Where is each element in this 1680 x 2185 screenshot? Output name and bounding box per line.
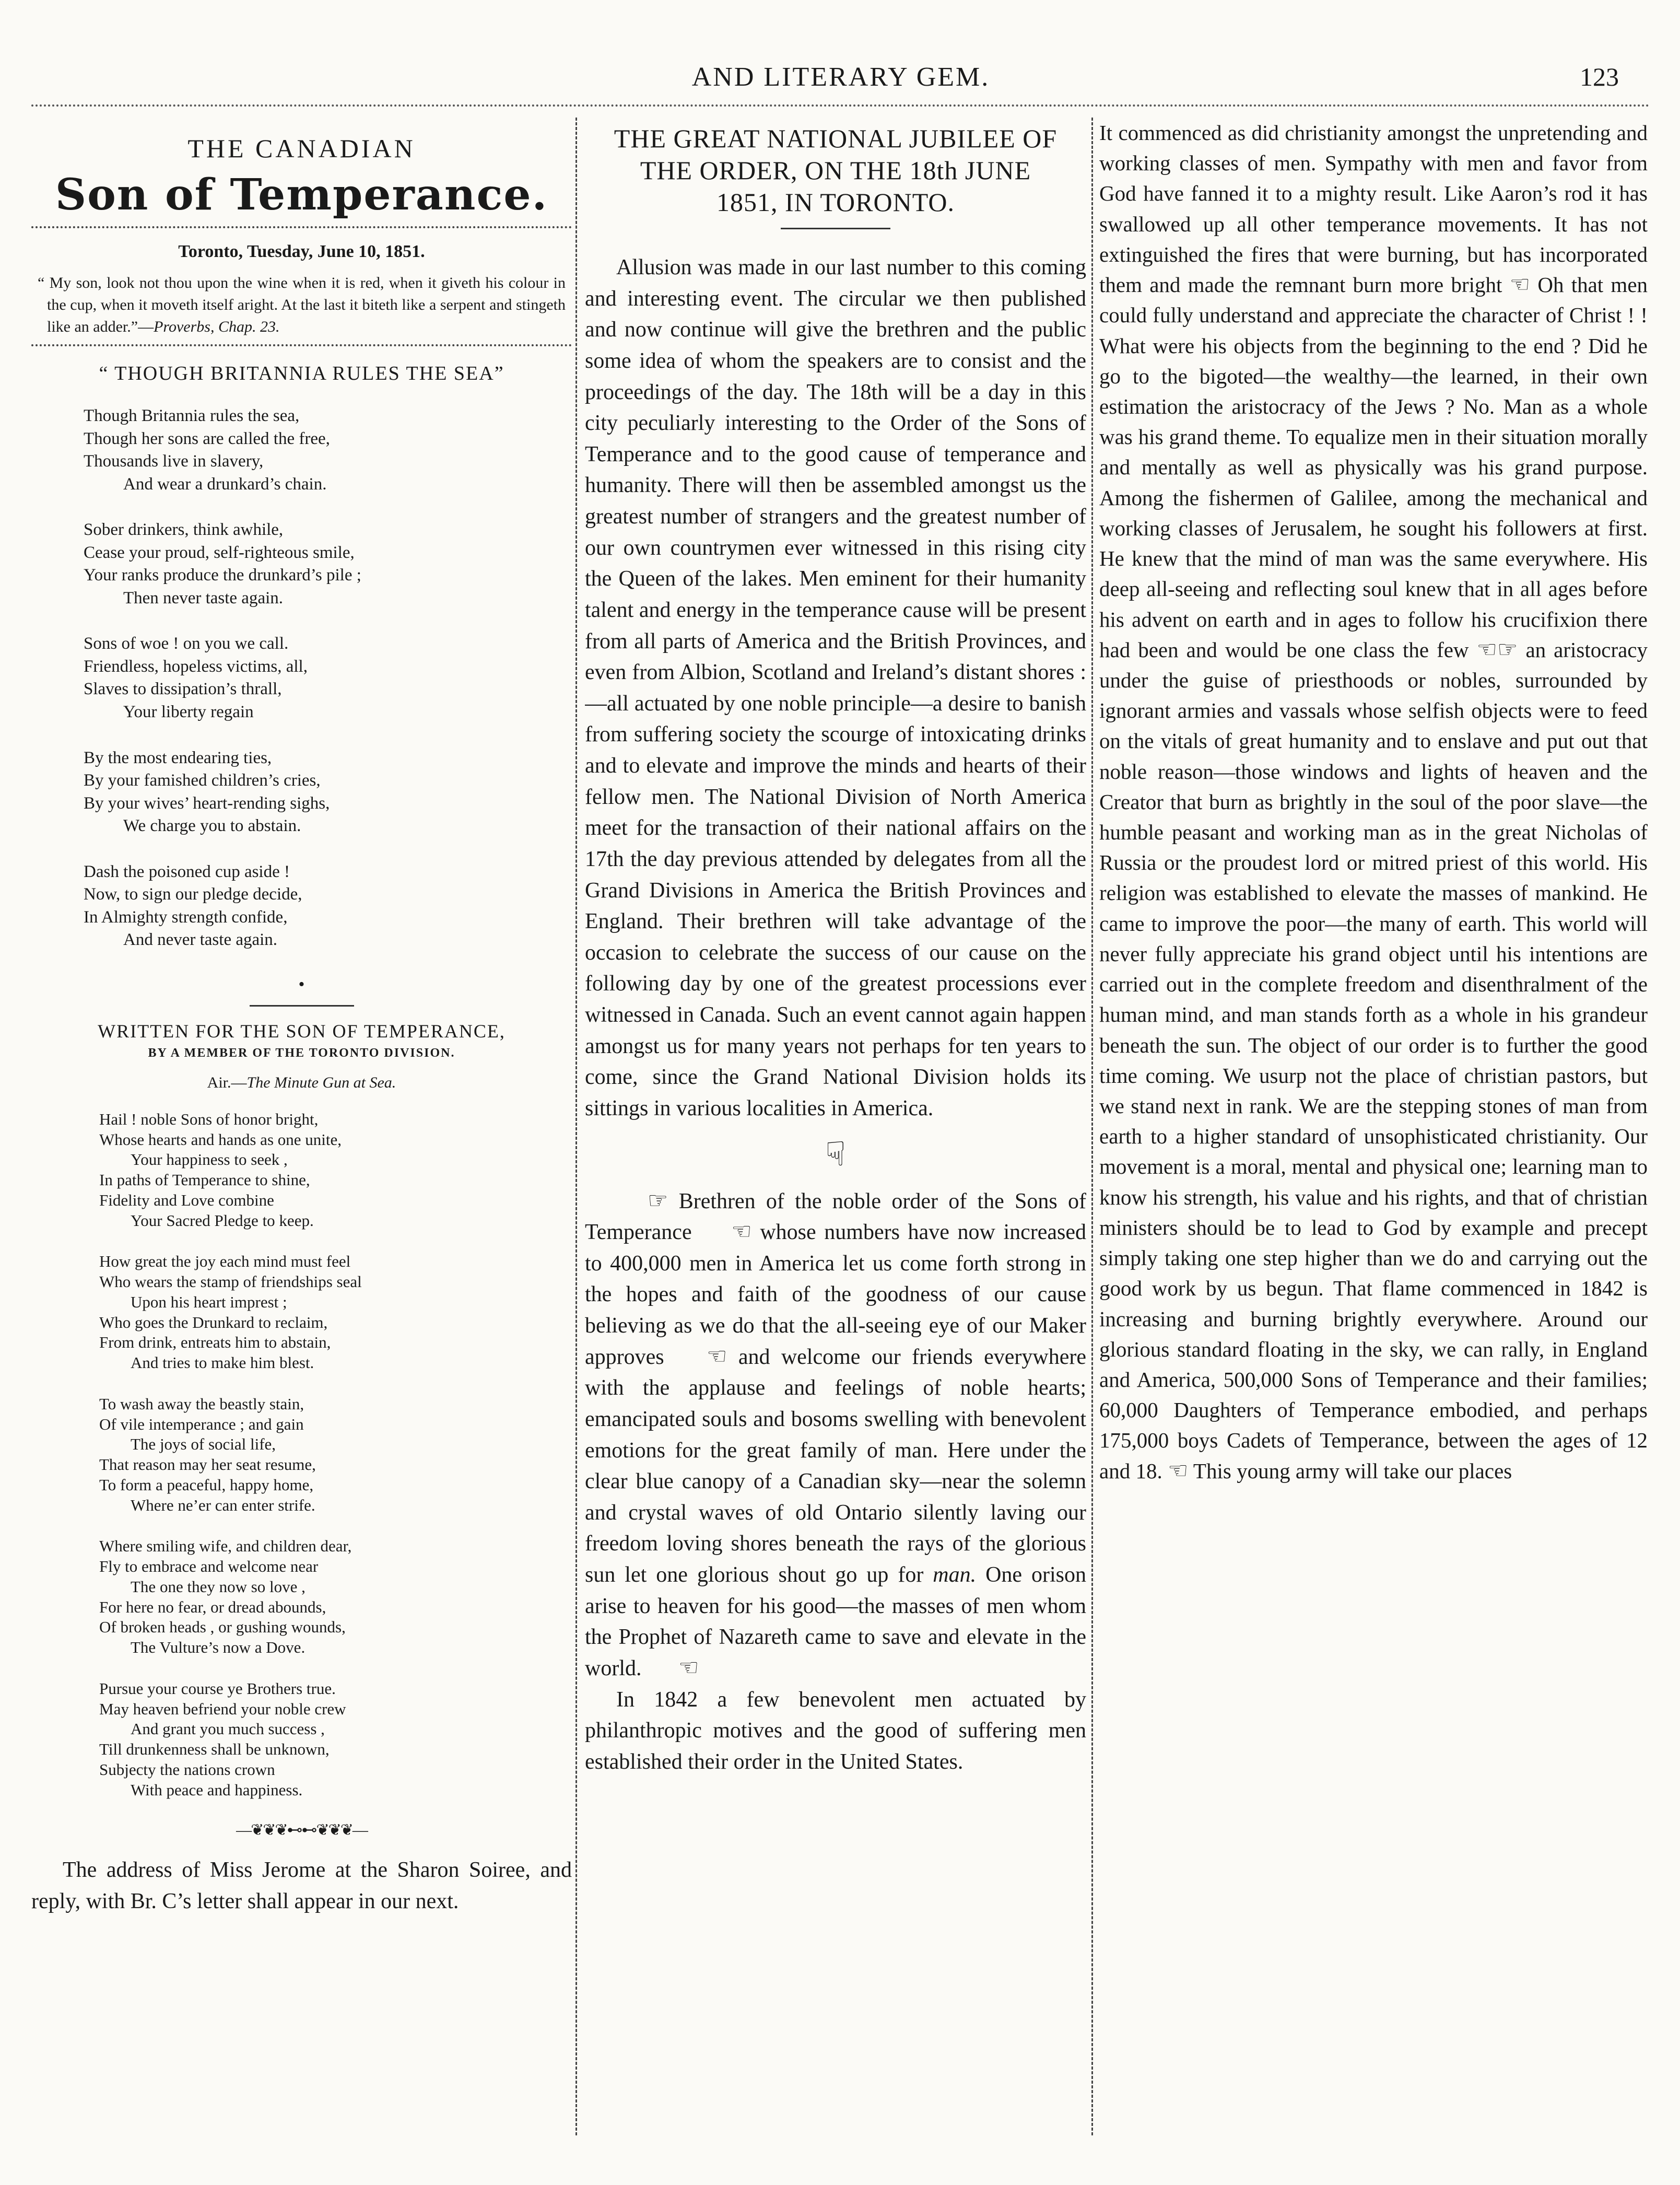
column-middle (585, 118, 1086, 2135)
article-title (585, 123, 1086, 218)
poem-line: Your ranks produce the drunkard’s pile ; (84, 566, 361, 585)
poem-line: In paths of Temperance to shine, (99, 1171, 310, 1189)
column-divider (575, 118, 577, 2135)
poem-line: And tries to make him blest. (131, 1353, 314, 1372)
poem-body (31, 1109, 572, 1801)
stanza (84, 633, 572, 723)
poem-line: Of vile intemperance ; and gain (99, 1415, 304, 1433)
poem-line: Dash the poisoned cup aside ! (84, 862, 290, 881)
poem-line: How great the joy each mind must feel (99, 1252, 351, 1271)
column-right (1099, 118, 1648, 2135)
poem-line: Your happiness to seek , (131, 1150, 288, 1169)
poem-line: To form a peaceful, happy home, (99, 1475, 314, 1494)
poem-line: By the most endearing ties, (84, 748, 272, 767)
poem-line: We charge you to abstain. (123, 816, 301, 836)
air-label: Air.— (207, 1073, 247, 1091)
poem-line: In Almighty strength confide, (84, 907, 288, 927)
poem-line: Fly to embrace and welcome near (99, 1557, 319, 1576)
ornament: —❦❦❦⊷⊷❦❦❦— (236, 1821, 367, 1839)
poem-line: With peace and happiness. (131, 1780, 303, 1799)
pointing-hand-icon: ☜ (678, 1654, 699, 1681)
motto (38, 272, 566, 338)
poem-line: Cease your proud, self-righteous smile, (84, 543, 355, 562)
poem-line: By your wives’ heart-rending sighs, (84, 793, 330, 813)
air-title: The Minute Gun at Sea. (246, 1073, 396, 1091)
poem-line: Of broken heads , or gushing wounds, (99, 1618, 346, 1637)
poem-byline: BY A MEMBER OF THE TORONTO DIVISION. (148, 1046, 455, 1060)
article-paragraph: In 1842 a few benevolent men actuated by philanthropic motives and the good of suffering men established their order in the United States. (585, 1687, 1086, 1774)
poem-line: Though her sons are called the free, (84, 429, 330, 448)
poem-line: By your famished children’s cries, (84, 771, 321, 790)
running-head: AND LITERARY GEM. (691, 62, 990, 92)
poem-line: Where smiling wife, and children dear, (99, 1537, 352, 1556)
dateline: Toronto, Tuesday, June 10, 1851. (178, 242, 425, 261)
separator-dot: • (298, 974, 305, 994)
poem-body (31, 405, 572, 952)
poem-line: The joys of social life, (131, 1435, 276, 1454)
motto-source: Proverbs, Chap. 23. (154, 318, 280, 335)
article-title-line: THE ORDER, ON THE 18th JUNE (640, 156, 1031, 185)
poem-line: The Vulture’s now a Dove. (131, 1638, 306, 1657)
poem-line: The one they now so love , (131, 1577, 306, 1596)
stanza (99, 1536, 572, 1658)
poem-line: Friendless, hopeless victims, all, (84, 657, 308, 676)
poem-line: Sober drinkers, think awhile, (84, 520, 284, 540)
pointing-hand-pair-icon: ☜☞ (1476, 636, 1518, 663)
poem-line: For here no fear, or dread abounds, (99, 1597, 326, 1616)
separator-rule (250, 1005, 354, 1007)
article-title-line: THE GREAT NATIONAL JUBILEE OF (614, 124, 1058, 153)
stanza (99, 1252, 572, 1373)
motto-text: “ My son, look not thou upon the wine when it is red, when it giveth his colour in the cup, when it moveth itself aright. At the last it biteth like a serpent and stingeth like an adder.”— (38, 274, 566, 335)
stanza (99, 1394, 572, 1516)
pointing-hand-icon: ☜ (1509, 271, 1531, 298)
poem-line: Though Britannia rules the sea, (84, 406, 300, 425)
poem-line: Subjecty the nations crown (99, 1760, 275, 1779)
pointing-hand-icon: ☜ (1167, 1457, 1189, 1484)
poem-line: Whose hearts and hands as one unite, (99, 1130, 342, 1149)
poem-title: WRITTEN FOR THE SON OF TEMPERANCE, (98, 1020, 506, 1042)
column-divider (1091, 118, 1093, 2135)
column-left (31, 118, 572, 2135)
poem-line: Your Sacred Pledge to keep. (131, 1211, 314, 1230)
poem-line: Your liberty regain (123, 703, 254, 722)
masthead-kicker: THE CANADIAN (187, 134, 416, 163)
poem-line: Then never taste again. (123, 588, 284, 607)
poem-line: Who goes the Drunkard to reclaim, (99, 1313, 328, 1331)
poem-line: Sons of woe ! on you we call. (84, 634, 289, 653)
poem-line: And grant you much success , (131, 1720, 325, 1738)
poem-line: That reason may her seat resume, (99, 1455, 316, 1474)
notice-paragraph: The address of Miss Jerome at the Sharon Soiree, and reply, with Br. C’s letter shall appear in our next. (31, 1858, 572, 1914)
stanza (99, 1109, 572, 1231)
stanza (99, 1679, 572, 1801)
masthead-title: Son of Temperance. (55, 170, 548, 220)
poem-line: Hail ! noble Sons of honor bright, (99, 1109, 319, 1128)
pointing-hand-down-icon: ☟ (825, 1135, 846, 1174)
poem-title: “ THOUGH BRITANNIA RULES THE SEA” (99, 363, 504, 384)
poem-line: Slaves to dissipation’s thrall, (84, 680, 282, 699)
poem-line: From drink, entreats him to abstain, (99, 1333, 331, 1352)
header-rule (31, 104, 1650, 107)
article-continuation: It commenced as did christianity amongst the unpretending and working classes of men. Sympathy with men and favor from God have fanned it to a mighty result. Like Aaron’s rod it has swallowed up all other temperance movements. It has not extinguished the fires that were burning, but has incorporated them and made the remnant burn more bright ☜ Oh that men could fully understand and appreciate the character of Christ ! ! What were his objects from the beginning to the end ? Did he go to the bigoted—the wealthy—the learned, in their own estimation the aristocracy of the Jews ? No. Man as a whole was his grand theme. To equalize men in their situation morally and mentally as well as physically was his grand purpose. Among the fishermen of Galilee, among the mechanical and working classes of Jerusalem, he sought his followers at first. He knew that the mind of man was the same everywhere. His deep all-seeing and reflecting soul knew that in all ages before his advent on earth and in ages to follow his crucifixion there had been and would be one class the few ☜☞ an aristocracy under the guise of priesthoods or nobles, surrounded by ignorant armies and vassals whose selfish objects were to feed on the vitals of great humanity and to enslave and put out that noble reason—those windows and lights of heaven and the Creator that burn as brightly in the soul of the poor slave—the humble peasant and working man as in the great Nicholas of Russia or the proudest lord or mitred priest of this world. His religion was established to elevate the masses of mankind. He came to improve the poor—the many of earth. This world will never fully appreciate his grand object until his intentions are carried out in the complete freedom and disenthralment of the human mind, and man stands forth as a whole in his grandeur beneath the sun. The object of our order is to further the good time coming. We usurp not the place of christian pastors, but we stand next in rank. We are the stepping stones of man from earth to a higher standard of unsophisticated christianity. Our movement is a moral, mental and physical one; learning man to know his strength, his value and his rights, and that of christian ministers should be to lead to God by example and precept simply taking one step higher than we do and carrying out the good work by us begun. That flame commenced in 1842 is increasing and burning brightly everywhere. Around our glorious standard floating in the sky, we can rally, in England and America, 500,000 Sons of Temperance and their families; 60,000 Daughters of Temperance embodied, and perhaps 175,000 boys Cadets of Temperance, between the ages of 12 and 18. ☜ This young army will take our places (1099, 121, 1648, 1484)
stanza (84, 861, 572, 952)
poem-line: Where ne’er can enter strife. (131, 1495, 315, 1514)
article-paragraph: ☞ Brethren of the noble order of the Sons of Temperance ☜ whose numbers have now increased to 400,000 men in America let us come forth strong in the hopes and faith of the goodness of our cause believing as we do that the all-seeing eye of our Maker approves ☜ and welcome our friends everywhere with the applause and feelings of noble hearts; emancipated souls and bosoms swelling with benevolent emotions for the great family of man. Here under the clear blue canopy of a Canadian sky—near the solemn and crystal waves of old Ontario silently laving our freedom loving shores beneath the rays of the glorious sun let one glorious shout go up for man. One orison arise to heaven for his good—the masses of men whom the Prophet of Nazareth came to save and elevate in the world. ☜ (585, 1187, 1086, 1681)
page-header (31, 62, 1650, 103)
poem-air (31, 1074, 572, 1092)
pointing-hand-icon: ☞ (648, 1187, 668, 1214)
article-title-line: 1851, IN TORONTO. (716, 188, 955, 217)
poem-line: And never taste again. (123, 930, 278, 950)
poem-line: Now, to sign our pledge decide, (84, 885, 302, 904)
stanza (84, 405, 572, 496)
poem-line: May heaven befriend your noble crew (99, 1699, 346, 1718)
poem-line: Upon his heart imprest ; (131, 1292, 287, 1311)
poem-line: Thousands live in slavery, (84, 452, 264, 471)
poem-line: And wear a drunkard’s chain. (123, 474, 327, 494)
pointing-hand-icon: ☜ (731, 1218, 752, 1245)
poem-line: Who wears the stamp of friendships seal (99, 1272, 362, 1291)
poem-line: Till drunkenness shall be unknown, (99, 1740, 330, 1759)
stanza (84, 747, 572, 838)
article-paragraph: Allusion was made in our last number to this coming and interesting event. The circular we then published and now continue will give the brethren and the public some idea of whom the speakers are to consist and the proceedings of the day. The 18th will be a day in this city peculiarly interesting to the Order of the Sons of Temperance and to the good cause of temperance and humanity. There will then be assembled amongst us the greatest number of strangers and the greatest number of our own countrymen ever witnessed in this rising city the Queen of the lakes. Men eminent for their humanity talent and energy in the temperance cause will be present from all parts of America and the British Provinces, and even from Albion, Scotland and Ireland’s distant shores :—all actuated by one noble principle—a desire to banish from suffering society the scourge of intoxicating drinks and to elevate and improve the minds and hearts of their fellow men. The National Division of North America meet for the transaction of their national affairs on the 17th the day previous attended by delegates from all the Grand Divisions in America the British Provinces and England. Their brethren will take advantage of the occasion to celebrate the success of our cause on the following day by one of the greatest processions ever witnessed in Canada. Such an event cannot again happen amongst us for many years not perhaps for ten years to come, since the Grand National Division holds its sittings in various localities in America. (585, 255, 1086, 1120)
poem-line: Pursue your course ye Brothers true. (99, 1679, 336, 1698)
page-number: 123 (1580, 62, 1619, 91)
pointing-hand-icon: ☜ (707, 1342, 727, 1370)
stanza (84, 519, 572, 610)
title-rule (781, 228, 890, 229)
poem-line: To wash away the beastly stain, (99, 1394, 304, 1413)
poem-line: Fidelity and Love combine (99, 1190, 274, 1209)
section-rule (31, 344, 572, 346)
masthead-rule (31, 226, 572, 228)
